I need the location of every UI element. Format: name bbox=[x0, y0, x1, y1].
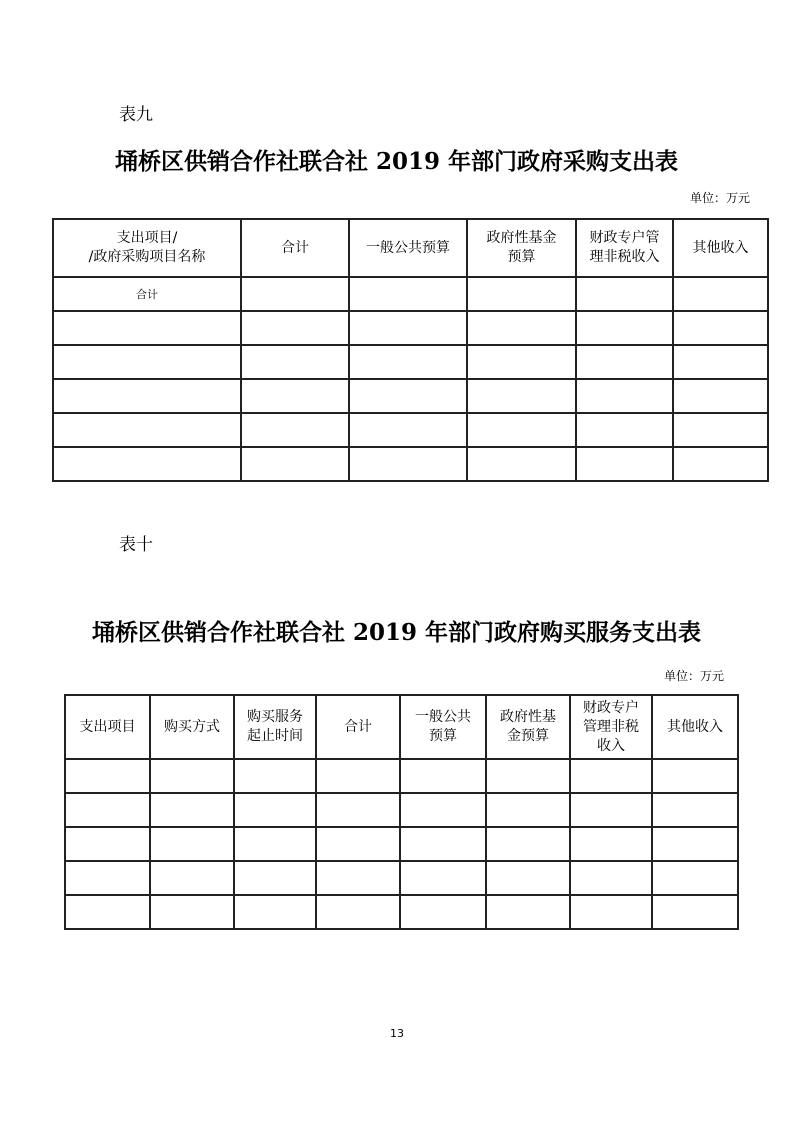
table-cell bbox=[241, 277, 349, 311]
table-cell bbox=[467, 379, 576, 413]
table-cell bbox=[576, 345, 673, 379]
table-cell bbox=[570, 861, 652, 895]
table-row bbox=[53, 413, 768, 447]
table-row bbox=[65, 793, 738, 827]
table-cell bbox=[576, 413, 673, 447]
table-cell bbox=[316, 759, 400, 793]
table-row bbox=[53, 379, 768, 413]
table9-label: 表九 bbox=[119, 105, 153, 125]
table-cell bbox=[486, 759, 570, 793]
table-cell bbox=[486, 827, 570, 861]
table-cell bbox=[652, 861, 738, 895]
table-cell bbox=[53, 379, 241, 413]
table-cell bbox=[53, 345, 241, 379]
table-cell bbox=[652, 793, 738, 827]
table9-header-total: 合计 bbox=[241, 219, 349, 277]
table-cell bbox=[349, 345, 467, 379]
table10-label: 表十 bbox=[119, 535, 153, 555]
table-cell bbox=[673, 311, 768, 345]
table-row bbox=[53, 447, 768, 481]
table-cell bbox=[570, 793, 652, 827]
table-cell bbox=[150, 793, 234, 827]
table-cell bbox=[349, 447, 467, 481]
table10-header-total: 合计 bbox=[316, 695, 400, 759]
table-cell bbox=[234, 861, 316, 895]
table9-header-special: 财政专户管 理非税收入 bbox=[576, 219, 673, 277]
table-cell bbox=[486, 895, 570, 929]
table9-total-label: 合计 bbox=[53, 277, 241, 311]
table-cell bbox=[65, 827, 150, 861]
table10-unit: 单位：万元 bbox=[664, 669, 725, 683]
table10-header-fund: 政府性基 金预算 bbox=[486, 695, 570, 759]
table-cell bbox=[400, 827, 486, 861]
table-cell bbox=[400, 895, 486, 929]
table-cell bbox=[570, 759, 652, 793]
table-cell bbox=[65, 793, 150, 827]
table9-header-row bbox=[53, 219, 768, 277]
table-cell bbox=[673, 447, 768, 481]
table-cell bbox=[576, 379, 673, 413]
table-row bbox=[65, 827, 738, 861]
table-cell bbox=[673, 379, 768, 413]
table-cell bbox=[673, 277, 768, 311]
table-cell bbox=[150, 759, 234, 793]
table-cell bbox=[234, 895, 316, 929]
table-cell bbox=[486, 793, 570, 827]
table10-header-item: 支出项目 bbox=[65, 695, 150, 759]
table-row bbox=[53, 345, 768, 379]
table-cell bbox=[467, 277, 576, 311]
table-cell bbox=[53, 413, 241, 447]
table-cell bbox=[241, 345, 349, 379]
table-cell bbox=[400, 759, 486, 793]
table-row bbox=[65, 895, 738, 929]
table-cell bbox=[349, 277, 467, 311]
page-number: 13 bbox=[390, 1027, 404, 1040]
table-cell bbox=[486, 861, 570, 895]
table-cell bbox=[234, 759, 316, 793]
table-cell bbox=[467, 413, 576, 447]
table-cell bbox=[349, 311, 467, 345]
table-cell bbox=[316, 895, 400, 929]
table9-header-other: 其他收入 bbox=[673, 219, 768, 277]
table-cell bbox=[316, 861, 400, 895]
table-cell bbox=[316, 793, 400, 827]
table9 bbox=[52, 218, 769, 482]
table-row bbox=[65, 759, 738, 793]
table-cell bbox=[576, 311, 673, 345]
table-cell bbox=[234, 793, 316, 827]
table-cell bbox=[65, 895, 150, 929]
table-cell bbox=[53, 311, 241, 345]
table10-header-other: 其他收入 bbox=[652, 695, 738, 759]
table-cell bbox=[400, 793, 486, 827]
table-cell bbox=[241, 413, 349, 447]
table-cell bbox=[467, 311, 576, 345]
table-cell bbox=[570, 895, 652, 929]
table-cell bbox=[576, 447, 673, 481]
table-cell bbox=[576, 277, 673, 311]
table-cell bbox=[150, 827, 234, 861]
table10-header-special: 财政专户 管理非税 收入 bbox=[570, 695, 652, 759]
table10-header-period: 购买服务 起止时间 bbox=[234, 695, 316, 759]
table-cell bbox=[65, 759, 150, 793]
table10 bbox=[64, 694, 739, 930]
table-cell bbox=[400, 861, 486, 895]
table10-header-method: 购买方式 bbox=[150, 695, 234, 759]
table-cell bbox=[673, 345, 768, 379]
table-cell bbox=[150, 895, 234, 929]
table-cell bbox=[652, 895, 738, 929]
table-cell bbox=[234, 827, 316, 861]
table-cell bbox=[652, 827, 738, 861]
table-cell bbox=[349, 413, 467, 447]
table9-title: 埇桥区供销合作社联合社 2019 年部门政府采购支出表 bbox=[114, 148, 679, 175]
table-cell bbox=[53, 447, 241, 481]
table-row bbox=[65, 861, 738, 895]
table9-header-fund: 政府性基金 预算 bbox=[467, 219, 576, 277]
table9-total-row bbox=[53, 277, 768, 311]
table-cell bbox=[316, 827, 400, 861]
table-cell bbox=[467, 447, 576, 481]
table-cell bbox=[349, 379, 467, 413]
table10-header-general: 一般公共 预算 bbox=[400, 695, 486, 759]
table-cell bbox=[652, 759, 738, 793]
table-cell bbox=[241, 311, 349, 345]
table10-title: 埇桥区供销合作社联合社 2019 年部门政府购买服务支出表 bbox=[91, 619, 702, 646]
table-cell bbox=[570, 827, 652, 861]
table-cell bbox=[241, 447, 349, 481]
table9-header-item: 支出项目/ /政府采购项目名称 bbox=[53, 219, 241, 277]
table-cell bbox=[241, 379, 349, 413]
table-cell bbox=[65, 861, 150, 895]
table9-unit: 单位：万元 bbox=[690, 191, 751, 205]
table-row bbox=[53, 311, 768, 345]
table-cell bbox=[467, 345, 576, 379]
table-cell bbox=[150, 861, 234, 895]
table-cell bbox=[673, 413, 768, 447]
table10-header-row bbox=[65, 695, 738, 759]
table9-header-general: 一般公共预算 bbox=[349, 219, 467, 277]
